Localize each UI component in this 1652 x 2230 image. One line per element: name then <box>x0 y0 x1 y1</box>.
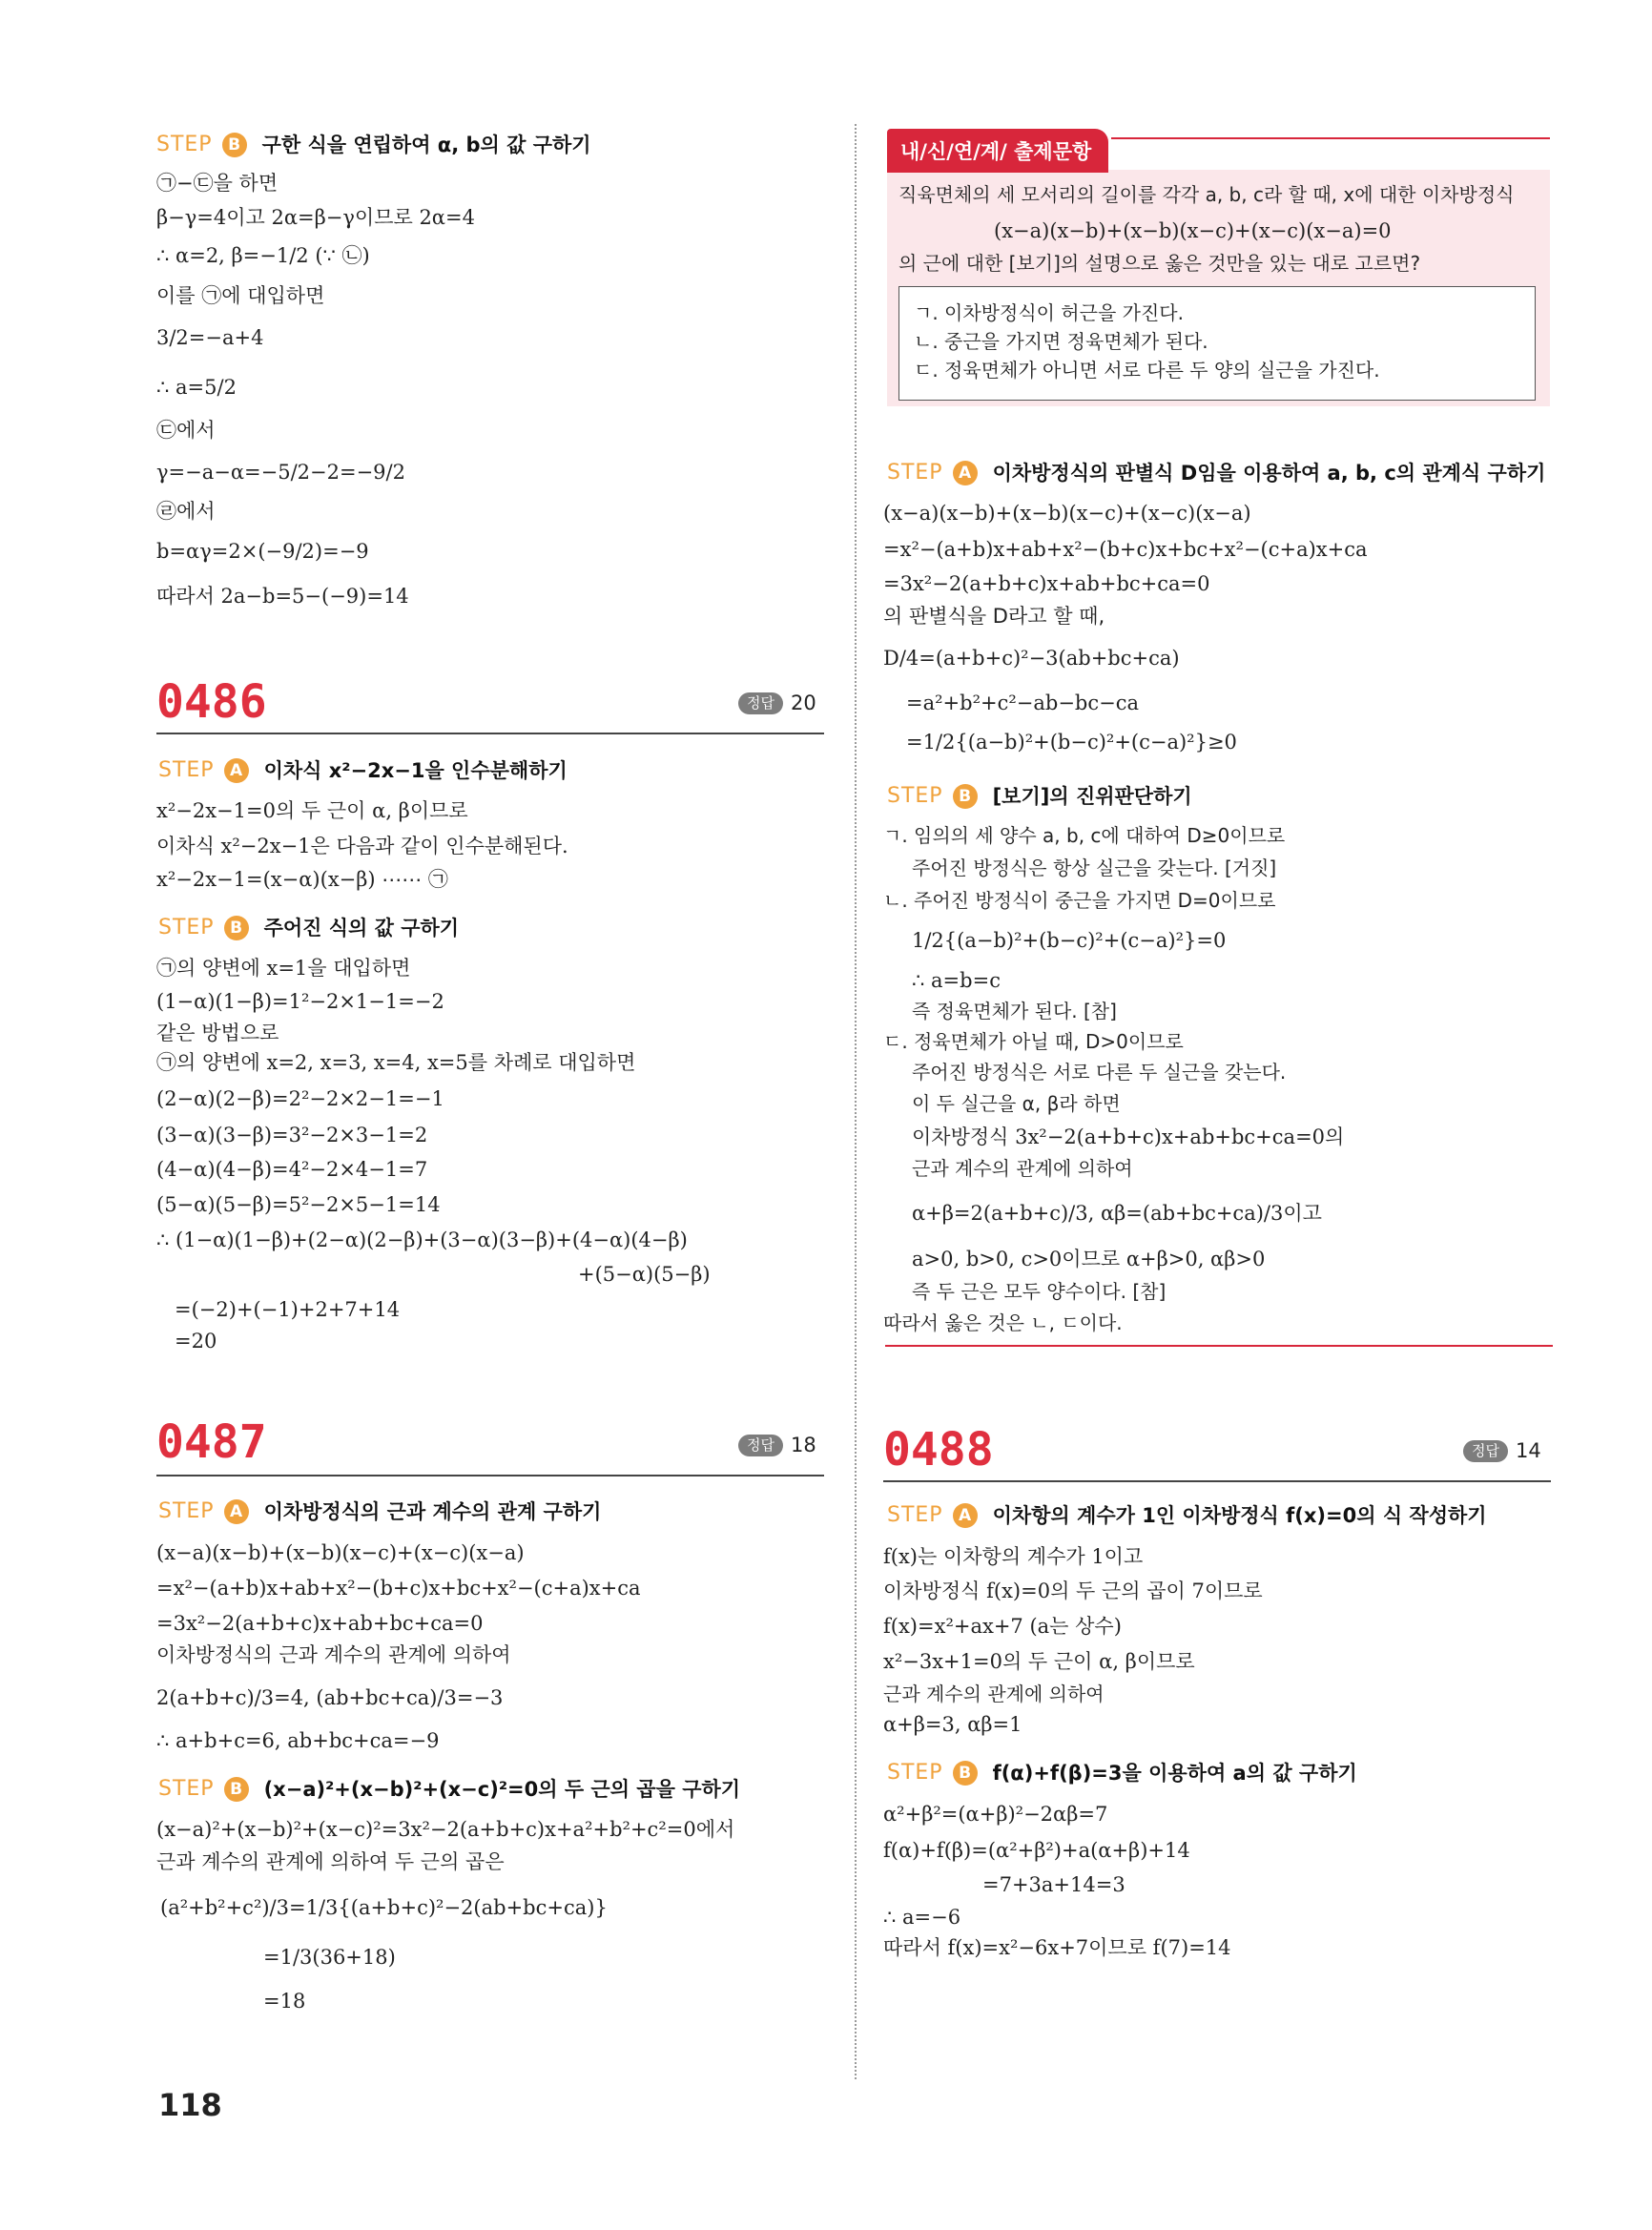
step-title: 구한 식을 연립하여 α, b의 값 구하기 <box>261 133 591 156</box>
step-a-header <box>158 1499 601 1524</box>
solution-line: α+β=2(a+b+c)/3, αβ=(ab+bc+ca)/3이고 <box>912 1202 1322 1225</box>
solution-line: ㄱ. 임의의 세 양수 a, b, c에 대하여 D≥0이므로 <box>883 824 1286 847</box>
page-number: 118 <box>158 2087 222 2123</box>
solution-line: ∴ a=−6 <box>883 1906 961 1929</box>
solution-line: (x−a)(x−b)+(x−b)(x−c)+(x−c)(x−a) <box>156 1541 525 1564</box>
solution-line: =a²+b²+c²−ab−bc−ca <box>906 692 1140 714</box>
solution-line: ∴ (1−α)(1−β)+(2−α)(2−β)+(3−α)(3−β)+(4−α)(4−β) <box>156 1229 688 1251</box>
solution-line: 3/2=−a+4 <box>156 326 264 349</box>
step-label: STEP <box>158 916 215 939</box>
solution-line: (a²+b²+c²)/3=1/3{(a+b+c)²−2(ab+bc+ca)} <box>160 1896 608 1919</box>
solution-line: (4−α)(4−β)=4²−2×4−1=7 <box>156 1158 428 1181</box>
solution-line: (1−α)(1−β)=1²−2×1−1=−2 <box>156 990 444 1013</box>
step-letter-badge: B <box>224 916 249 940</box>
solution-line: f(x)=x²+ax+7 (a는 상수) <box>883 1615 1122 1638</box>
step-letter-badge: A <box>953 1503 978 1528</box>
step-a-header <box>887 461 1545 485</box>
step-title: 이차항의 계수가 1인 이차방정식 f(x)=0의 식 작성하기 <box>992 1503 1487 1527</box>
solution-line: 이차방정식의 근과 계수의 관계에 의하여 <box>156 1643 511 1666</box>
solution-line: (x−a)²+(x−b)²+(x−c)²=3x²−2(a+b+c)x+a²+b²+c²=0에서 <box>156 1818 735 1841</box>
question-number: 0486 <box>156 675 267 729</box>
answer-value: 20 <box>790 692 816 714</box>
step-letter-badge: A <box>224 1499 249 1524</box>
exam-question-line: (x−a)(x−b)+(x−b)(x−c)+(x−c)(x−a)=0 <box>994 219 1392 242</box>
bogi-option: ㄴ. 중근을 가지면 정육면체가 된다. <box>914 330 1208 353</box>
exam-section-end-rule <box>885 1345 1553 1347</box>
step-letter-badge: A <box>224 758 249 783</box>
solution-line: ㉠의 양변에 x=1을 대입하면 <box>156 957 411 980</box>
step-label: STEP <box>887 461 943 485</box>
solution-line: 즉 두 근은 모두 양수이다. [참] <box>912 1280 1167 1303</box>
solution-line: =1/3(36+18) <box>263 1946 396 1969</box>
answer-value: 14 <box>1515 1439 1541 1462</box>
solution-line: =20 <box>175 1330 217 1352</box>
solution-line: (5−α)(5−β)=5²−2×5−1=14 <box>156 1193 441 1216</box>
step-a-header <box>887 1503 1487 1528</box>
solution-line: =3x²−2(a+b+c)x+ab+bc+ca=0 <box>156 1612 484 1635</box>
question-rule <box>156 733 824 734</box>
solution-line: (3−α)(3−β)=3²−2×3−1=2 <box>156 1124 428 1146</box>
solution-line: x²−2x−1=0의 두 근이 α, β이므로 <box>156 799 468 822</box>
solution-line: =1/2{(a−b)²+(b−c)²+(c−a)²}≥0 <box>906 731 1237 754</box>
solution-line: +(5−α)(5−β) <box>578 1263 711 1286</box>
solution-line: =x²−(a+b)x+ab+x²−(b+c)x+bc+x²−(c+a)x+ca <box>156 1577 641 1600</box>
solution-line: ㄷ. 정육면체가 아닐 때, D>0이므로 <box>883 1030 1184 1053</box>
solution-line: ∴ a+b+c=6, ab+bc+ca=−9 <box>156 1729 440 1752</box>
solution-line: f(α)+f(β)=(α²+β²)+a(α+β)+14 <box>883 1839 1190 1862</box>
step-label: STEP <box>887 1761 943 1785</box>
solution-line: f(x)는 이차항의 계수가 1이고 <box>883 1545 1144 1568</box>
solution-line: 이 두 실근을 α, β라 하면 <box>912 1092 1121 1115</box>
solution-line: 근과 계수의 관계에 의하여 <box>883 1683 1105 1705</box>
solution-line: ㉠의 양변에 x=2, x=3, x=4, x=5를 차례로 대입하면 <box>156 1051 636 1074</box>
step-title: 이차방정식의 근과 계수의 관계 구하기 <box>263 1499 602 1523</box>
bogi-option: ㄱ. 이차방정식이 허근을 가진다. <box>914 301 1184 324</box>
answer-value: 18 <box>790 1434 816 1456</box>
step-label: STEP <box>158 758 215 782</box>
solution-line: 주어진 방정식은 항상 실근을 갖는다. [거짓] <box>912 857 1277 879</box>
solution-line: 이차방정식 f(x)=0의 두 근의 곱이 7이므로 <box>883 1580 1263 1602</box>
solution-line: ∴ a=5/2 <box>156 376 237 399</box>
step-label: STEP <box>158 1777 215 1801</box>
solution-line: =7+3a+14=3 <box>982 1873 1125 1896</box>
solution-line: ㄴ. 주어진 방정식이 중근을 가지면 D=0이므로 <box>883 889 1276 912</box>
solution-line: =18 <box>263 1990 306 2013</box>
step-letter-badge: A <box>953 461 978 485</box>
solution-line: ∴ a=b=c <box>912 969 1001 992</box>
column-divider <box>855 124 857 2079</box>
step-label: STEP <box>887 784 943 808</box>
solution-line: 2(a+b+c)/3=4, (ab+bc+ca)/3=−3 <box>156 1686 504 1709</box>
answer-badge-group <box>738 692 816 714</box>
step-a-header <box>158 758 568 783</box>
step-b-header <box>887 1761 1357 1786</box>
step-label: STEP <box>158 1499 215 1523</box>
solution-line: (x−a)(x−b)+(x−b)(x−c)+(x−c)(x−a) <box>883 502 1251 525</box>
question-number: 0488 <box>883 1423 994 1476</box>
solution-line: D/4=(a+b+c)²−3(ab+bc+ca) <box>883 647 1180 670</box>
answer-badge-group <box>738 1435 816 1456</box>
step-letter-badge: B <box>222 133 247 157</box>
exam-question-line: 의 근에 대한 [보기]의 설명으로 옳은 것만을 있는 대로 고르면? <box>898 252 1421 275</box>
step-b-header <box>158 1777 740 1802</box>
step-b-header <box>156 133 591 157</box>
solution-line: (2−α)(2−β)=2²−2×2−1=−1 <box>156 1087 444 1110</box>
solution-line: β−γ=4이고 2α=β−γ이므로 2α=4 <box>156 206 475 229</box>
bogi-option: ㄷ. 정육면체가 아니면 서로 다른 두 양의 실근을 가진다. <box>914 359 1380 382</box>
step-title: f(α)+f(β)=3을 이용하여 a의 값 구하기 <box>992 1761 1357 1785</box>
exam-box-header <box>887 132 1108 170</box>
answer-badge: 정답 <box>738 1435 783 1456</box>
exam-box-topline <box>1111 137 1550 139</box>
step-title: 이차식 x²−2x−1을 인수분해하기 <box>263 758 568 782</box>
solution-line: 따라서 2a−b=5−(−9)=14 <box>156 585 409 608</box>
solution-line: 이차식 x²−2x−1은 다음과 같이 인수분해된다. <box>156 835 568 857</box>
step-b-header <box>887 784 1192 809</box>
step-label: STEP <box>156 133 213 156</box>
solution-line: ㉣에서 <box>156 500 216 523</box>
solution-line: 같은 방법으로 <box>156 1022 279 1044</box>
solution-line: ㉠−㉢을 하면 <box>156 172 279 195</box>
solution-line: =3x²−2(a+b+c)x+ab+bc+ca=0 <box>883 572 1210 595</box>
answer-badge-group <box>1463 1440 1541 1462</box>
step-label: STEP <box>887 1503 943 1527</box>
solution-line: 근과 계수의 관계에 의하여 <box>912 1157 1133 1180</box>
solution-line: α²+β²=(α+β)²−2αβ=7 <box>883 1803 1108 1826</box>
step-title: (x−a)²+(x−b)²+(x−c)²=0의 두 근의 곱을 구하기 <box>263 1777 741 1801</box>
solution-line: =x²−(a+b)x+ab+x²−(b+c)x+bc+x²−(c+a)x+ca <box>883 538 1368 561</box>
solution-line: γ=−a−α=−5/2−2=−9/2 <box>156 461 405 484</box>
step-title: 주어진 식의 값 구하기 <box>263 916 460 939</box>
solution-line: 따라서 옳은 것은 ㄴ, ㄷ이다. <box>883 1311 1123 1334</box>
solution-line: x²−3x+1=0의 두 근이 α, β이므로 <box>883 1650 1195 1673</box>
solution-line: a>0, b>0, c>0이므로 α+β>0, αβ>0 <box>912 1248 1266 1270</box>
step-b-header <box>158 916 459 940</box>
solution-line: 1/2{(a−b)²+(b−c)²+(c−a)²}=0 <box>912 929 1227 952</box>
question-rule <box>883 1480 1551 1482</box>
step-letter-badge: B <box>953 1761 978 1786</box>
step-letter-badge: B <box>224 1777 249 1802</box>
solution-line: x²−2x−1=(x−α)(x−β) ⋯⋯ ㉠ <box>156 868 448 891</box>
solution-line: 의 판별식을 D라고 할 때, <box>883 605 1105 628</box>
exam-tab-label: 내/신/연/계/ 출제문항 <box>887 129 1108 173</box>
solution-line: 주어진 방정식은 서로 다른 두 실근을 갖는다. <box>912 1061 1287 1084</box>
question-rule <box>156 1475 824 1476</box>
step-letter-badge: B <box>953 784 978 809</box>
solution-line: 이차방정식 3x²−2(a+b+c)x+ab+bc+ca=0의 <box>912 1125 1345 1148</box>
solution-line: =(−2)+(−1)+2+7+14 <box>175 1298 401 1321</box>
question-number: 0487 <box>156 1415 267 1469</box>
exam-question-line: 직육면체의 세 모서리의 길이를 각각 a, b, c라 할 때, x에 대한 이차방정식 <box>898 183 1515 206</box>
solution-line: 근과 계수의 관계에 의하여 두 근의 곱은 <box>156 1850 505 1873</box>
solution-line: ㉢에서 <box>156 419 216 442</box>
step-title: 이차방정식의 판별식 D임을 이용하여 a, b, c의 관계식 구하기 <box>992 461 1546 485</box>
solution-line: 즉 정육면체가 된다. [참] <box>912 1000 1117 1022</box>
solution-line: 이를 ㉠에 대입하면 <box>156 284 325 307</box>
solution-line: ∴ α=2, β=−1/2 (∵ ㉡) <box>156 244 370 267</box>
solution-line: b=αγ=2×(−9/2)=−9 <box>156 540 369 563</box>
answer-badge: 정답 <box>738 692 783 714</box>
answer-badge: 정답 <box>1463 1440 1508 1462</box>
solution-line: 따라서 f(x)=x²−6x+7이므로 f(7)=14 <box>883 1936 1231 1959</box>
solution-line: α+β=3, αβ=1 <box>883 1713 1022 1736</box>
step-title: [보기]의 진위판단하기 <box>992 784 1192 808</box>
